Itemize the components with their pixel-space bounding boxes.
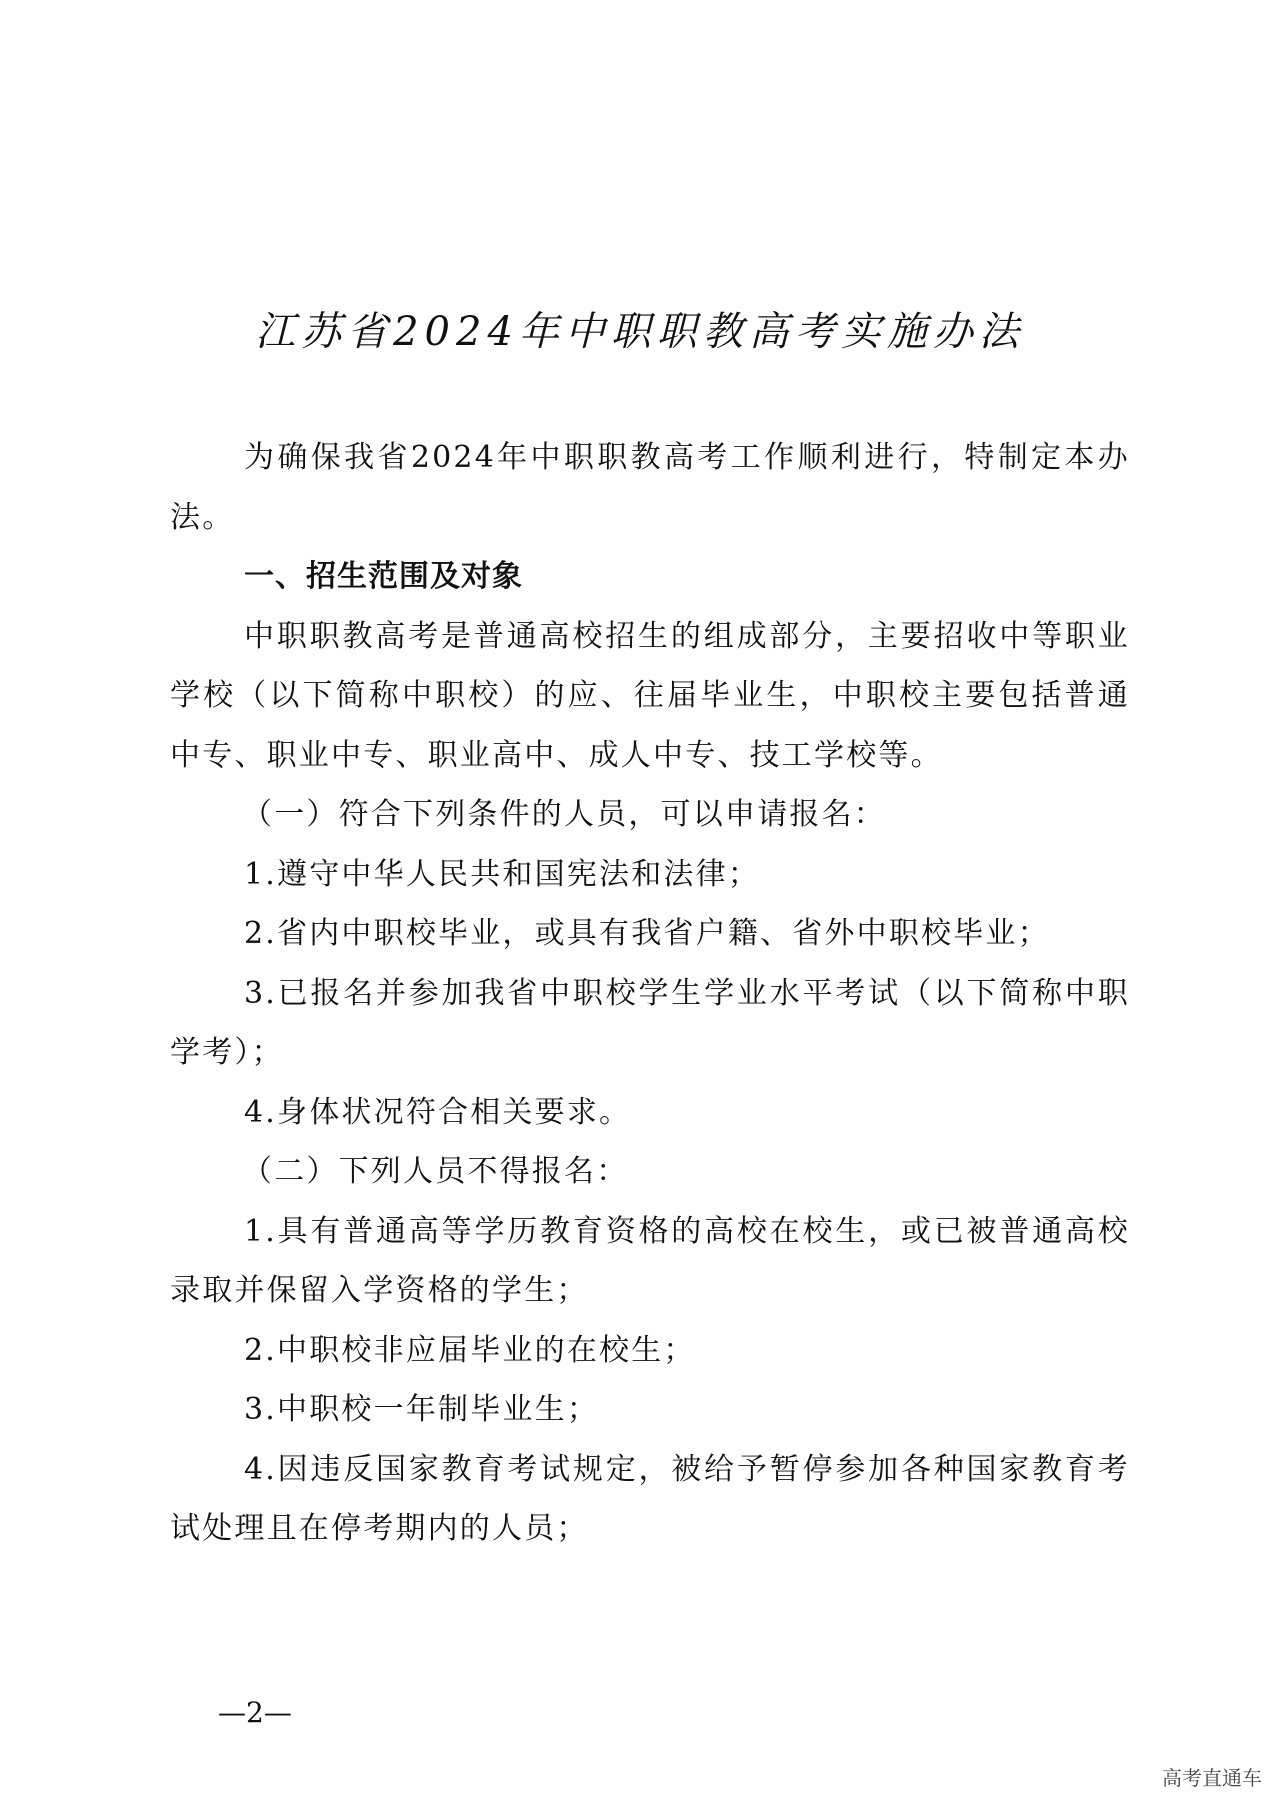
list-item: 1.遵守中华人民共和国宪法和法律； xyxy=(244,856,761,892)
section-heading: 一、招生范围及对象 xyxy=(244,559,523,594)
subsection-heading: （一）符合下列条件的人员，可以申请报名： xyxy=(242,797,886,832)
list-item: 1.具有普通高等学历教育资格的高校在校生，或已被普通高校录取并保留入学资格的学生； xyxy=(170,1213,1130,1308)
document-body xyxy=(170,428,1130,1559)
intro-paragraph: 为确保我省2024年中职职教高考工作顺利进行，特制定本办法。 xyxy=(170,440,1130,535)
list-item: 4.身体状况符合相关要求。 xyxy=(244,1094,632,1130)
list-item: 4.因违反国家教育考试规定，被给予暂停参加各种国家教育考试处理且在停考期内的人员； xyxy=(170,1451,1130,1546)
document-title: 江苏省2024年中职职教高考实施办法 xyxy=(255,309,1025,355)
list-item: 2.中职校非应届毕业的在校生； xyxy=(244,1332,696,1368)
source-watermark: 高考直通车 xyxy=(1162,1766,1262,1790)
list-item: 3.中职校一年制毕业生； xyxy=(244,1392,600,1427)
body-paragraph: 中职职教高考是普通高校招生的组成部分，主要招收中等职业学校（以下简称中职校）的应、往届毕业生，中职校主要包括普通中专、职业中专、职业高中、成人中专、技工学校等。 xyxy=(170,618,1130,773)
list-item: 2.省内中职校毕业，或具有我省户籍、省外中职校毕业； xyxy=(244,916,1050,951)
list-item: 3.已报名并参加我省中职校学生学业水平考试（以下简称中职学考）； xyxy=(170,975,1130,1070)
page-number: —2— xyxy=(218,1696,292,1729)
subsection-heading: （二）下列人员不得报名： xyxy=(242,1154,629,1189)
